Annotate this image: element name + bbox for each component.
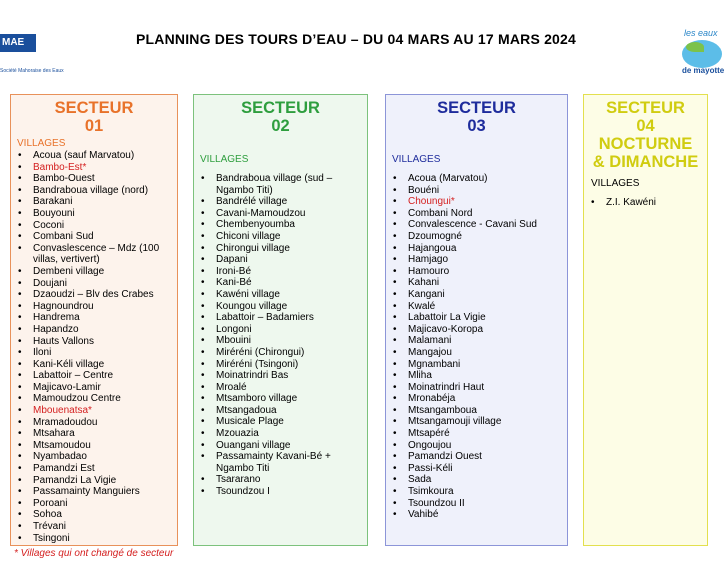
village-item: • Kawéni village xyxy=(194,289,367,301)
sector-heading-line: 04 xyxy=(636,117,655,135)
village-list xyxy=(194,173,367,498)
village-item: • Chiconi village xyxy=(194,231,367,243)
village-item: • Pamandzi Est xyxy=(11,463,177,475)
leaf-icon xyxy=(686,42,704,52)
logo-right-line1: les eaux xyxy=(684,28,718,38)
village-list xyxy=(11,150,177,544)
village-item: • Passamainty Kavani-Bé + Ngambo Titi xyxy=(194,451,367,474)
village-item: • Bouyouni xyxy=(11,208,177,220)
village-item: • Bouéni xyxy=(386,185,567,197)
sector-heading-line: 03 xyxy=(467,117,486,135)
logo-right-line2: de mayotte xyxy=(682,66,724,75)
village-item: • Bambo-Est* xyxy=(11,162,177,174)
village-item: • Longoni xyxy=(194,324,367,336)
sector-04-column xyxy=(583,94,708,546)
sector-heading-line: NOCTURNE xyxy=(598,135,693,153)
sector-heading xyxy=(584,99,707,171)
village-item: • Nyambadao xyxy=(11,451,177,463)
mae-logo-name: MAE xyxy=(0,34,36,52)
village-item: • Mtsapéré xyxy=(386,428,567,440)
village-item: • Bandrélé village xyxy=(194,196,367,208)
village-item: • Hajangoua xyxy=(386,243,567,255)
village-item: • Mgnambani xyxy=(386,359,567,371)
village-item: • Mzouazia xyxy=(194,428,367,440)
village-item: • Miréréni (Tsingoni) xyxy=(194,359,367,371)
village-item: • Passi-Kéli xyxy=(386,463,567,475)
sector-01-column xyxy=(10,94,178,546)
village-item: • Hapandzo xyxy=(11,324,177,336)
village-item: • Iloni xyxy=(11,347,177,359)
sector-heading xyxy=(194,99,367,135)
village-item: • Pamandzi La Vigie xyxy=(11,475,177,487)
village-item: • Trévani xyxy=(11,521,177,533)
sector-heading-line: SECTEUR xyxy=(241,99,320,117)
village-item: • Pamandzi Ouest xyxy=(386,451,567,463)
village-list xyxy=(584,197,707,209)
village-item: • Malamani xyxy=(386,335,567,347)
village-item: • Combani Nord xyxy=(386,208,567,220)
village-item: • Bandraboua village (sud – Ngambo Titi) xyxy=(194,173,367,196)
village-item: • Mroalé xyxy=(194,382,367,394)
village-item: • Combani Sud xyxy=(11,231,177,243)
village-item: • Mliha xyxy=(386,370,567,382)
village-item: • Musicale Plage xyxy=(194,416,367,428)
sector-heading xyxy=(11,99,177,135)
village-item: • Mtsamoudou xyxy=(11,440,177,452)
village-item: • Mtsangadoua xyxy=(194,405,367,417)
village-item: • Koungou village xyxy=(194,301,367,313)
village-item: • Cavani-Mamoudzou xyxy=(194,208,367,220)
village-item: • Vahibé xyxy=(386,509,567,521)
village-item: • Hamjago xyxy=(386,254,567,266)
village-item: • Kani-Kéli village xyxy=(11,359,177,371)
village-item: • Mtsangamouji village xyxy=(386,416,567,428)
villages-label: VILLAGES xyxy=(392,154,441,165)
sector-heading-line: & DIMANCHE xyxy=(592,153,699,171)
village-item: • Ongoujou xyxy=(386,440,567,452)
sector-heading-line: SECTEUR xyxy=(437,99,516,117)
village-item: • Handrema xyxy=(11,312,177,324)
village-item: • Poroani xyxy=(11,498,177,510)
eaux-de-mayotte-logo xyxy=(680,26,724,82)
village-item: • Convalescence - Cavani Sud xyxy=(386,219,567,231)
village-item: • Tsararano xyxy=(194,474,367,486)
village-item: • Convaslescence – Mdz (100 villas, vertivert) xyxy=(11,243,177,266)
village-item: • Moinatrindri Haut xyxy=(386,382,567,394)
mae-logo-subtitle: Société Mahoraise des Eaux xyxy=(0,68,64,74)
sector-heading-line: SECTEUR xyxy=(54,99,134,117)
sector-heading xyxy=(386,99,567,135)
village-item: • Mbouini xyxy=(194,335,367,347)
village-item: • Ironi-Bé xyxy=(194,266,367,278)
village-item: • Passamainty Manguiers xyxy=(11,486,177,498)
village-item: • Mtsamboro village xyxy=(194,393,367,405)
village-item: • Dzoumogné xyxy=(386,231,567,243)
village-item: • Labattoir La Vigie xyxy=(386,312,567,324)
village-item: • Z.I. Kawéni xyxy=(584,197,707,209)
village-item: • Bandraboua village (nord) xyxy=(11,185,177,197)
village-item: • Dembeni village xyxy=(11,266,177,278)
footnote: * Villages qui ont changé de secteur xyxy=(14,548,174,559)
village-item: • Ouangani village xyxy=(194,440,367,452)
village-item: • Mamoudzou Centre xyxy=(11,393,177,405)
village-item: • Dapani xyxy=(194,254,367,266)
village-item: • Kwalé xyxy=(386,301,567,313)
village-item: • Sada xyxy=(386,474,567,486)
village-item: • Acoua (Marvatou) xyxy=(386,173,567,185)
village-item: • Choungui* xyxy=(386,196,567,208)
village-item: • Hamouro xyxy=(386,266,567,278)
village-item: • Kani-Bé xyxy=(194,277,367,289)
village-item: • Acoua (sauf Marvatou) xyxy=(11,150,177,162)
village-item: • Majicavo-Lamir xyxy=(11,382,177,394)
village-item: • Coconi xyxy=(11,220,177,232)
village-item: • Kangani xyxy=(386,289,567,301)
village-item: • Barakani xyxy=(11,196,177,208)
village-item: • Majicavo-Koropa xyxy=(386,324,567,336)
village-item: • Mbouenatsa* xyxy=(11,405,177,417)
village-list xyxy=(386,173,567,521)
village-item: • Hagnoundrou xyxy=(11,301,177,313)
villages-label: VILLAGES xyxy=(200,154,249,165)
villages-label: VILLAGES xyxy=(17,138,66,149)
village-item: • Tsimkoura xyxy=(386,486,567,498)
page-title: PLANNING DES TOURS D’EAU – DU 04 MARS AU 17 MARS 2024 xyxy=(135,31,577,47)
village-item: • Labattoir – Centre xyxy=(11,370,177,382)
village-item: • Sohoa xyxy=(11,509,177,521)
village-item: • Mangajou xyxy=(386,347,567,359)
village-item: • Tsoundzou I xyxy=(194,486,367,498)
villages-label: VILLAGES xyxy=(591,178,640,189)
village-item: • Miréréni (Chirongui) xyxy=(194,347,367,359)
village-item: • Mtsangamboua xyxy=(386,405,567,417)
village-item: • Mronabéja xyxy=(386,393,567,405)
village-item: • Moinatrindri Bas xyxy=(194,370,367,382)
village-item: • Bambo-Ouest xyxy=(11,173,177,185)
village-item: • Doujani xyxy=(11,278,177,290)
sector-heading-line: 01 xyxy=(84,117,104,135)
sector-heading-line: SECTEUR xyxy=(606,99,685,117)
sector-03-column xyxy=(385,94,568,546)
village-item: • Chirongui village xyxy=(194,243,367,255)
village-item: • Tsingoni xyxy=(11,533,177,545)
sector-02-column xyxy=(193,94,368,546)
village-item: • Kahani xyxy=(386,277,567,289)
village-item: • Labattoir – Badamiers xyxy=(194,312,367,324)
village-item: • Mtsahara xyxy=(11,428,177,440)
village-item: • Tsoundzou II xyxy=(386,498,567,510)
sector-heading-line: 02 xyxy=(271,117,290,135)
village-item: • Hauts Vallons xyxy=(11,336,177,348)
village-item: • Mramadoudou xyxy=(11,417,177,429)
village-item: • Chembenyoumba xyxy=(194,219,367,231)
village-item: • Dzaoudzi – Blv des Crabes xyxy=(11,289,177,301)
